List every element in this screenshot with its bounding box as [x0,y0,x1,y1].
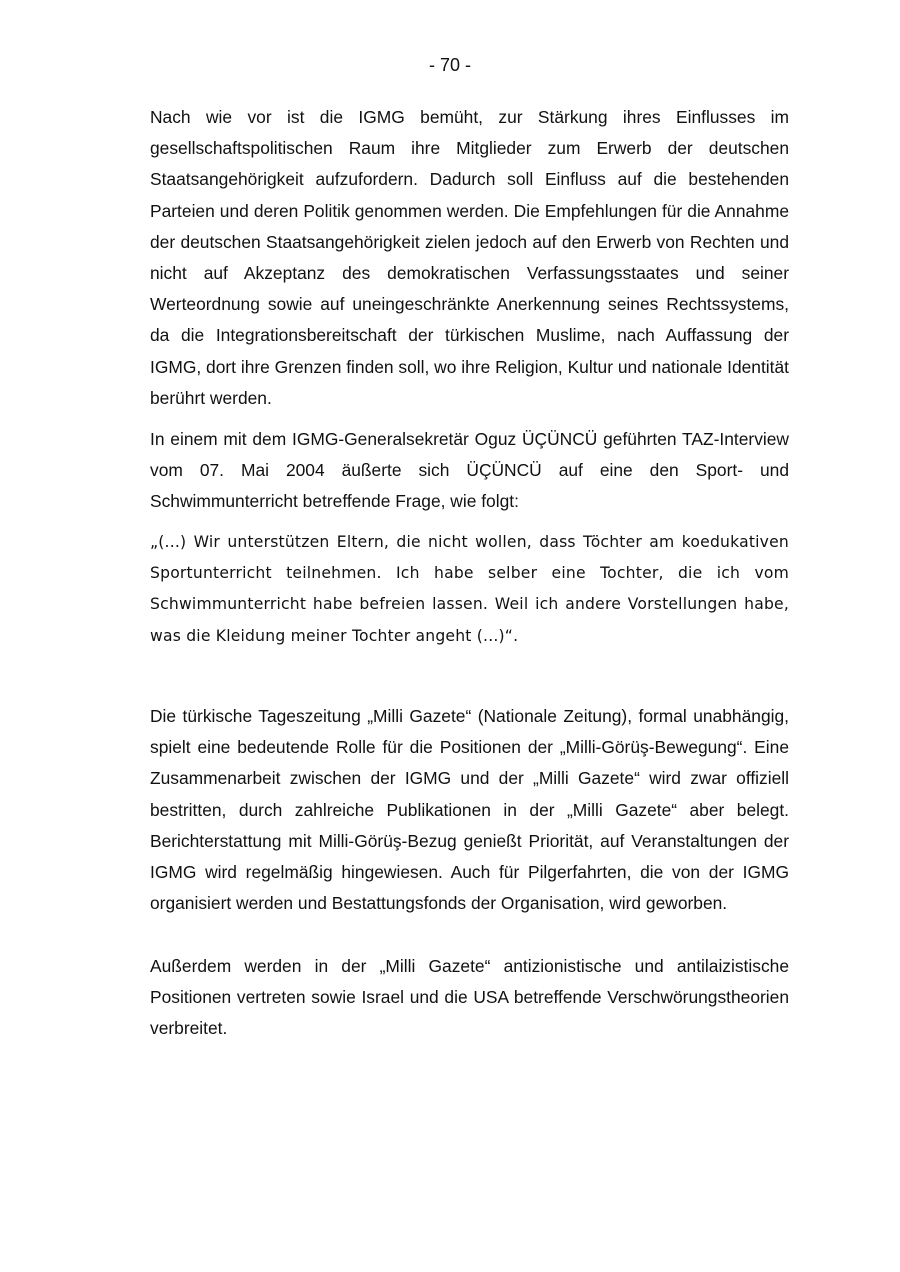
interview-quote: „(...) Wir unterstützen Eltern, die nicht wollen, dass Töchter am koedukativen Sportunterricht teilnehmen. Ich habe selber eine Tochter, die ich vom Schwimmunterricht habe befreien lassen. Weil ich andere Vorstellungen habe, was die Kleidung meiner Tochter angeht (...)“. [150,533,789,645]
paragraph-milli-gazete-positions: Außerdem werden in der „Milli Gazete“ antizionistische und antilaizistische Positionen vertreten sowie Israel und die USA betreffende Verschwörungstheorien verbreitet. [150,956,789,1039]
paragraph-taz-interview-intro: In einem mit dem IGMG-Generalsekretär Oguz ÜÇÜNCÜ geführten TAZ-Interview vom 07. Mai 2004 äußerte sich ÜÇÜNCÜ auf eine den Sport- und Schwimmunterricht betreffende Frage, wie folgt: [150,429,789,512]
paragraph-igmg-citizenship: Nach wie vor ist die IGMG bemüht, zur Stärkung ihres Einflusses im gesellschaftspolitischen Raum ihre Mitglieder zum Erwerb der deutschen Staatsangehörigkeit aufzufordern. Dadurch soll Einfluss auf die bestehenden Parteien und deren Politik genommen werden. Die Empfehlungen für die Annahme der deutschen Staatsangehörigkeit zielen jedoch auf den Erwerb von Rechten und nicht auf Akzeptanz des demokratischen Verfassungsstaates und seiner Werteordnung sowie auf uneingeschränkte Anerkennung seines Rechtssystems, da die Integrationsbereitschaft der türkischen Muslime, nach Auffassung der IGMG, dort ihre Grenzen finden soll, wo ihre Religion, Kultur und nationale Identität berührt werden. [150,107,789,408]
page-number: - 70 - [428,55,471,75]
paragraph-milli-gazete: Die türkische Tageszeitung „Milli Gazete“ (Nationale Zeitung), formal unabhängig, spielt eine bedeutende Rolle für die Positionen der „Milli-Görüş-Bewegung“. Eine Zusammenarbeit zwischen der IGMG und der „Milli Gazete“ wird zwar offiziell bestritten, durch zahlreiche Publikationen in der „Milli Gazete“ aber belegt. Berichterstattung mit Milli-Görüş-Bezug genießt Priorität, auf Veranstaltungen der IGMG wird regelmäßig hingewiesen. Auch für Pilgerfahrten, die von der IGMG organisiert werden und Bestattungsfonds der Organisation, wird geworben. [150,706,789,914]
